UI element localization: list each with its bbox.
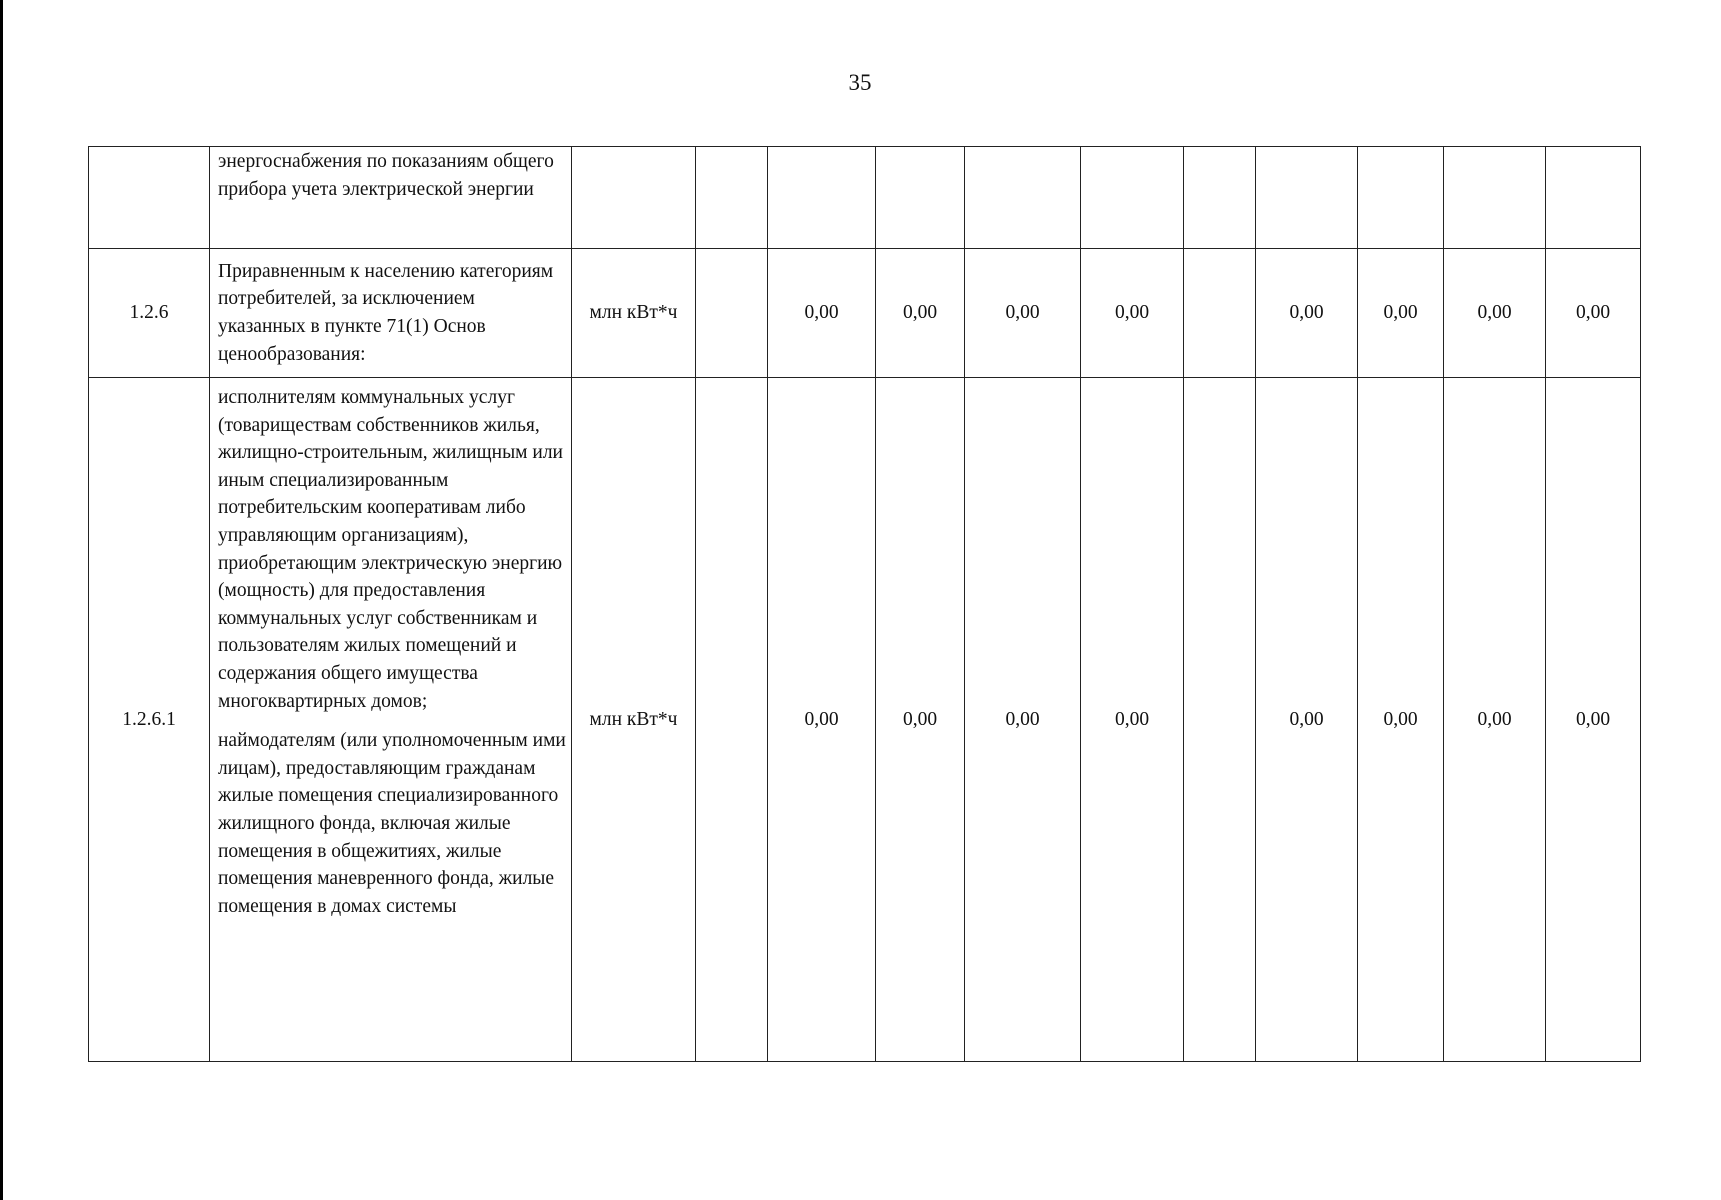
value-cell: 0,00 bbox=[1546, 249, 1641, 378]
value-cell bbox=[696, 147, 768, 249]
value-cell bbox=[1184, 378, 1256, 1062]
tariff-balance-table bbox=[88, 146, 1641, 1062]
value-cell: 0,00 bbox=[768, 249, 876, 378]
value-cell: 0,00 bbox=[1358, 249, 1444, 378]
description-paragraph: наймодателям (или уполномоченным ими лицам), предоставляющим гражданам жилые помещения специализированного жилищного фонда, включая жилые помещения в общежитиях, жилые помещения маневренного фонда, жилые помещения в домах системы bbox=[218, 730, 566, 917]
value-cell: 0,00 bbox=[1081, 249, 1184, 378]
value-cell bbox=[1444, 147, 1546, 249]
table-row bbox=[89, 378, 1641, 1062]
value-cell bbox=[696, 378, 768, 1062]
value-cell: 0,00 bbox=[1081, 378, 1184, 1062]
value-cell bbox=[965, 147, 1081, 249]
description-paragraph: энергоснабжения по показаниям общего прибора учета электрической энергии bbox=[218, 151, 554, 200]
row-number-cell: 1.2.6.1 bbox=[89, 378, 210, 1062]
table-row bbox=[89, 147, 1641, 249]
value-cell bbox=[696, 249, 768, 378]
row-description-cell bbox=[210, 378, 572, 1062]
value-cell bbox=[768, 147, 876, 249]
value-cell: 0,00 bbox=[1546, 378, 1641, 1062]
row-unit-cell: млн кВт*ч bbox=[572, 249, 696, 378]
description-paragraph: исполнителям коммунальных услуг (товариществам собственников жилья, жилищно-строительным, жилищным или иным специализированным потребительским кооперативам либо управляющим организациям), приобретающим электрическую энергию (мощность) для предоставления коммунальных услуг собственникам и пользователям жилых помещений и содержания общего имущества многоквартирных домов; bbox=[218, 387, 563, 712]
value-cell bbox=[876, 147, 965, 249]
row-number-cell: 1.2.6 bbox=[89, 249, 210, 378]
page-number: 35 bbox=[848, 70, 872, 95]
value-cell bbox=[1184, 147, 1256, 249]
value-cell bbox=[1358, 147, 1444, 249]
table-row bbox=[89, 249, 1641, 378]
value-cell: 0,00 bbox=[965, 378, 1081, 1062]
value-cell bbox=[1081, 147, 1184, 249]
row-description-cell bbox=[210, 249, 572, 378]
value-cell: 0,00 bbox=[1444, 378, 1546, 1062]
value-cell: 0,00 bbox=[876, 249, 965, 378]
row-description-cell bbox=[210, 147, 572, 249]
scan-left-edge bbox=[0, 0, 3, 1200]
value-cell bbox=[1546, 147, 1641, 249]
value-cell bbox=[1256, 147, 1358, 249]
row-number-cell bbox=[89, 147, 210, 249]
description-paragraph: Приравненным к населению категориям потребителей, за исключением указанных в пункте 71(1) Основ ценообразования: bbox=[218, 260, 554, 365]
value-cell: 0,00 bbox=[1256, 378, 1358, 1062]
value-cell bbox=[1184, 249, 1256, 378]
row-unit-cell: млн кВт*ч bbox=[572, 378, 696, 1062]
row-unit-cell bbox=[572, 147, 696, 249]
value-cell: 0,00 bbox=[965, 249, 1081, 378]
value-cell: 0,00 bbox=[1358, 378, 1444, 1062]
value-cell: 0,00 bbox=[1444, 249, 1546, 378]
value-cell: 0,00 bbox=[876, 378, 965, 1062]
value-cell: 0,00 bbox=[768, 378, 876, 1062]
value-cell: 0,00 bbox=[1256, 249, 1358, 378]
